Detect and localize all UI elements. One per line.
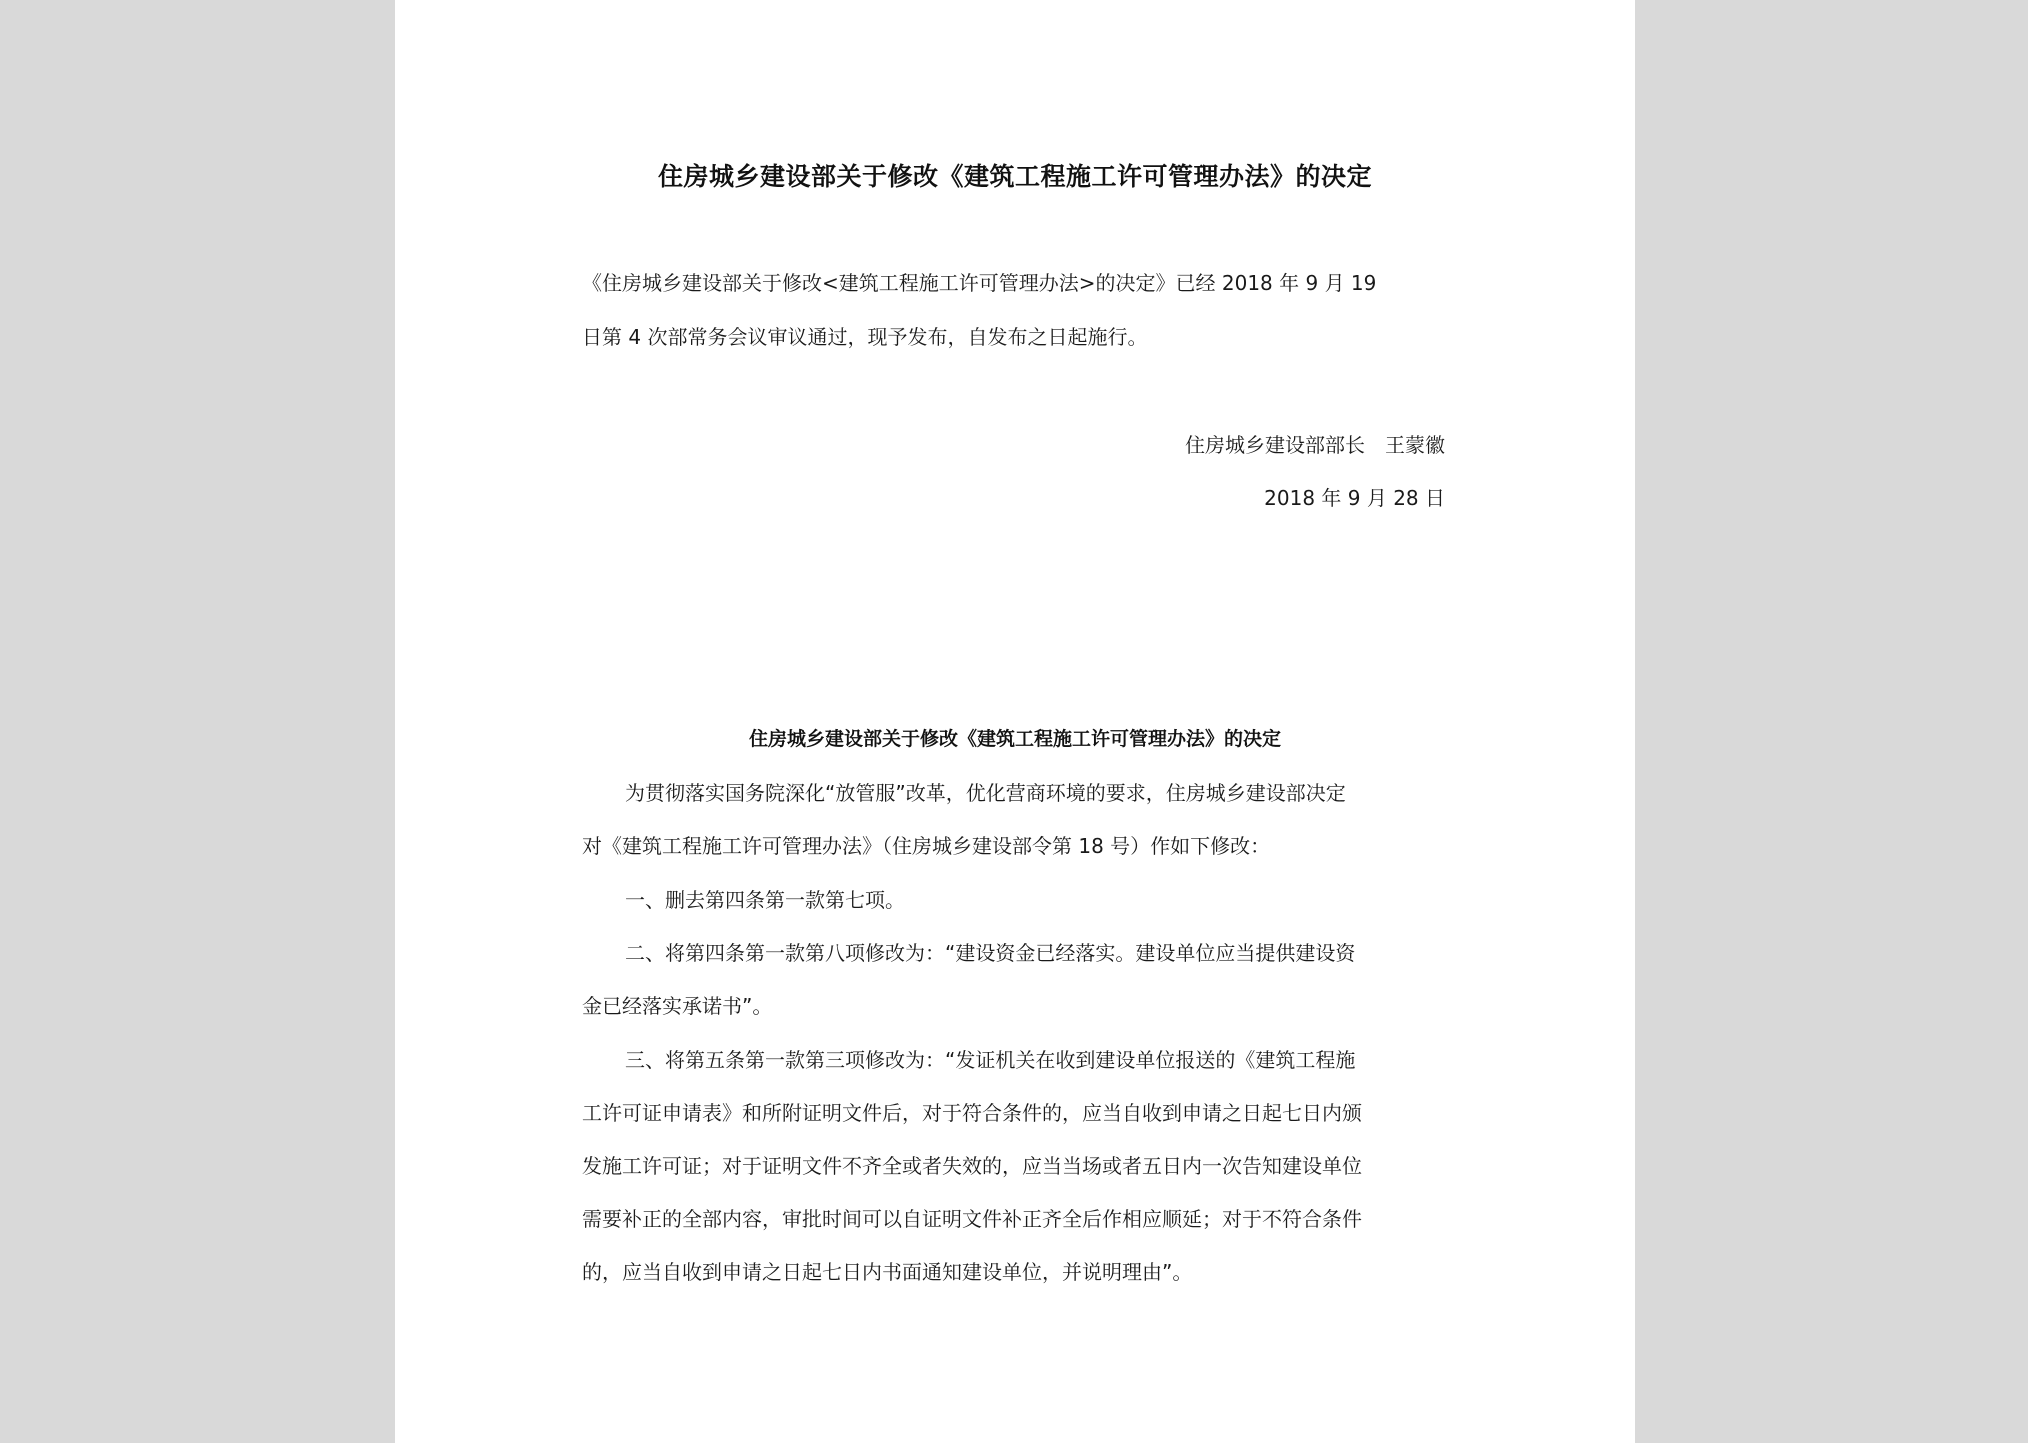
body-line-9: 需要补正的全部内容，审批时间可以自证明文件补正齐全后作相应顺延；对于不符合条件 [582, 1207, 1362, 1231]
intro-line-2: 日第 4 次部常务会议审议通过，现予发布，自发布之日起施行。 [582, 325, 1148, 349]
body-line-4: 二、将第四条第一款第八项修改为：“建设资金已经落实。建设单位应当提供建设资 [625, 941, 1356, 965]
signature: 住房城乡建设部部长 王蒙徽 [1185, 433, 1445, 457]
document-main-title: 住房城乡建设部关于修改《建筑工程施工许可管理办法》的决定 [657, 162, 1372, 191]
intro-line-1: 《住房城乡建设部关于修改<建筑工程施工许可管理办法>的决定》已经 2018 年 9 月 19 [582, 271, 1377, 295]
section-title: 住房城乡建设部关于修改《建筑工程施工许可管理办法》的决定 [748, 728, 1281, 750]
body-line-7: 工许可证申请表》和所附证明文件后，对于符合条件的，应当自收到申请之日起七日内颁 [582, 1101, 1362, 1125]
document-page [395, 0, 1635, 1443]
body-line-8: 发施工许可证；对于证明文件不齐全或者失效的，应当当场或者五日内一次告知建设单位 [582, 1154, 1362, 1178]
body-line-5: 金已经落实承诺书”。 [582, 994, 773, 1018]
body-line-1: 为贯彻落实国务院深化“放管服”改革，优化营商环境的要求，住房城乡建设部决定 [625, 781, 1346, 805]
body-line-6: 三、将第五条第一款第三项修改为：“发证机关在收到建设单位报送的《建筑工程施 [625, 1048, 1356, 1072]
issue-date: 2018 年 9 月 28 日 [1264, 486, 1445, 510]
body-line-10: 的，应当自收到申请之日起七日内书面通知建设单位，并说明理由”。 [582, 1260, 1193, 1284]
body-line-2: 对《建筑工程施工许可管理办法》（住房城乡建设部令第 18 号）作如下修改： [582, 834, 1271, 858]
body-line-3: 一、删去第四条第一款第七项。 [625, 888, 905, 912]
